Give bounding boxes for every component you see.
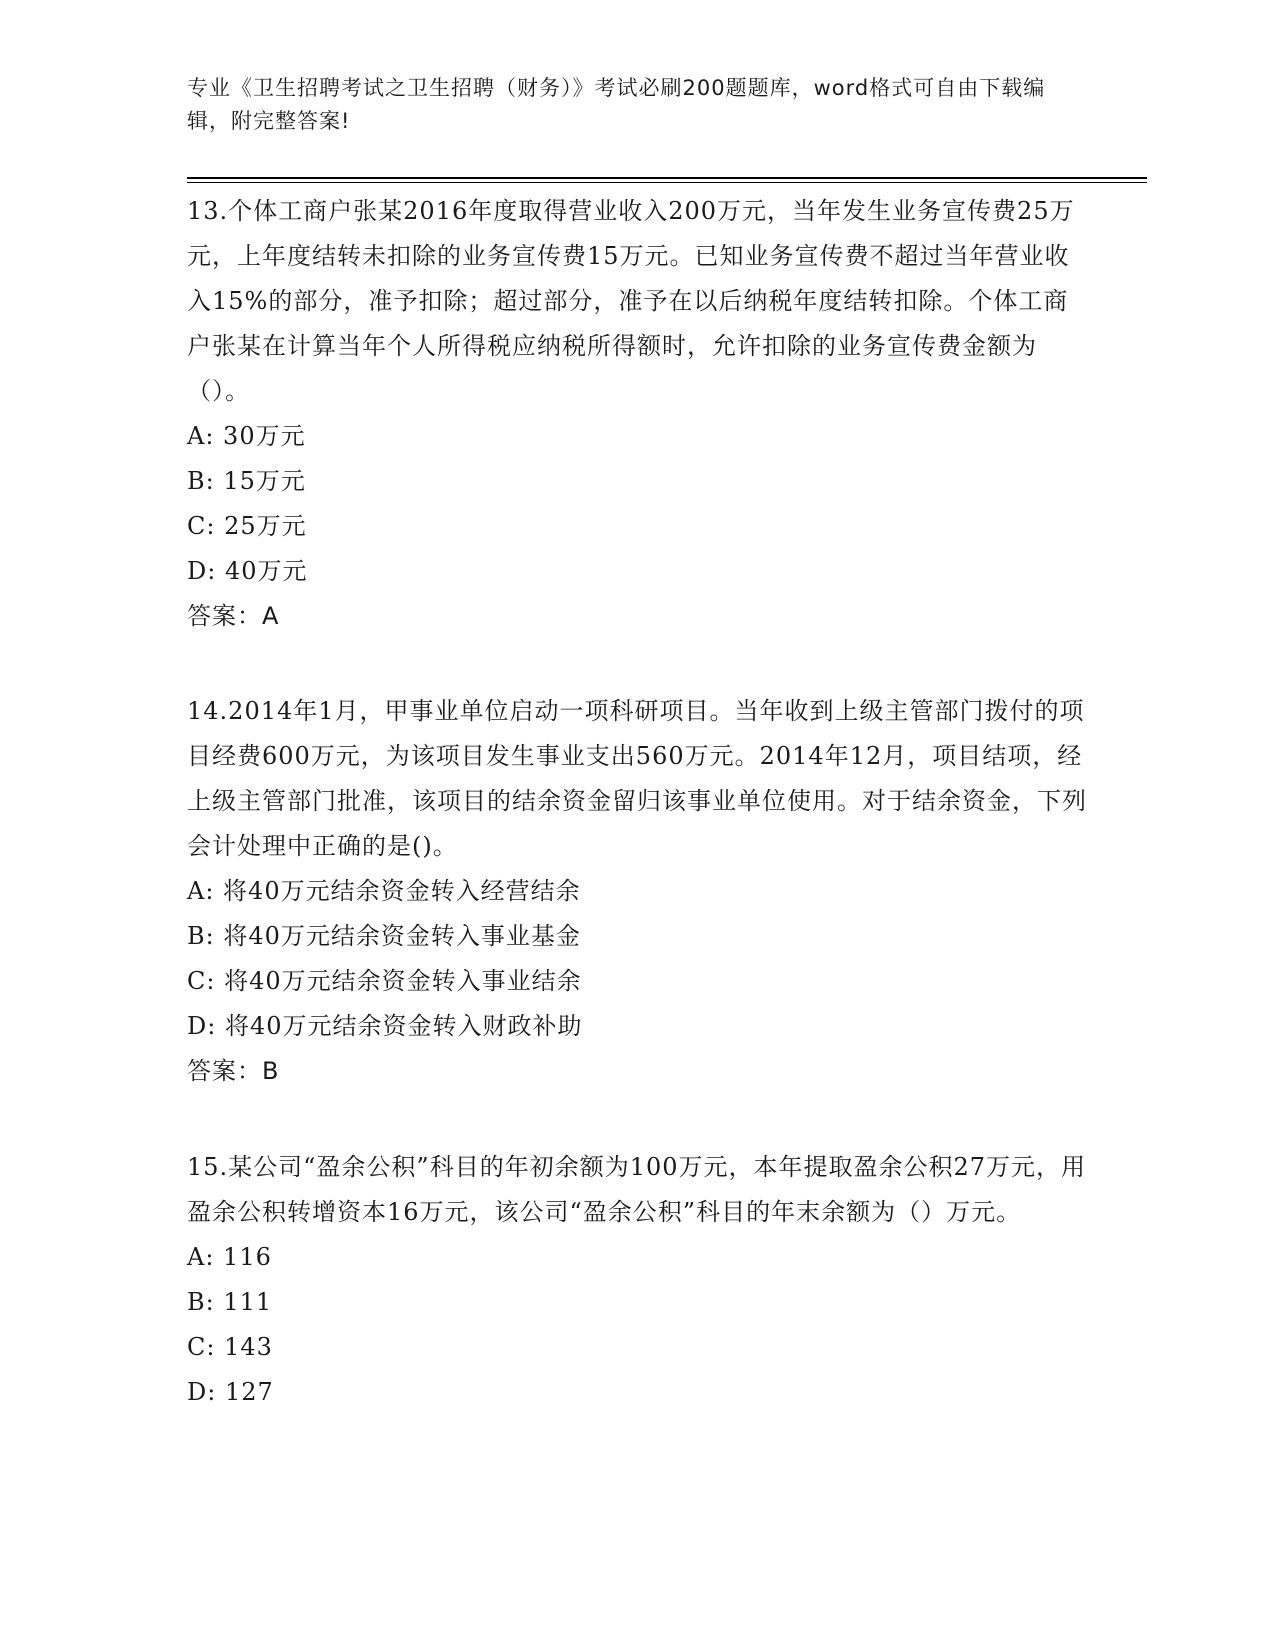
answer: 答案：B: [187, 1057, 280, 1085]
option-c: C: 143: [187, 1333, 273, 1361]
header-rule-thin: [187, 182, 1147, 183]
answer: 答案：A: [187, 602, 280, 630]
question-15: [187, 1145, 1087, 1415]
header-rule: [187, 177, 1147, 179]
option-a: A: 将40万元结余资金转入经营结余: [187, 877, 581, 905]
option-d: D: 将40万元结余资金转入财政补助: [187, 1012, 583, 1040]
option-d: D: 40万元: [187, 557, 308, 585]
option-b: B: 将40万元结余资金转入事业基金: [187, 922, 581, 950]
option-b: B: 111: [187, 1288, 273, 1316]
question-14: [187, 689, 1087, 1094]
document-header: 专业《卫生招聘考试之卫生招聘（财务）》考试必刷200题题库，word格式可自由下载编辑，附完整答案!: [187, 76, 1046, 133]
option-a: A: 30万元: [187, 422, 306, 450]
option-b: B: 15万元: [187, 467, 306, 495]
question-stem: 14.2014年1月，甲事业单位启动一项科研项目。当年收到上级主管部门拨付的项目经费600万元，为该项目发生事业支出560万元。2014年12月，项目结项，经上级主管部门批准，该项目的结余资金留归该事业单位使用。对于结余资金，下列会计处理中正确的是()。: [187, 697, 1087, 860]
question-13: [187, 189, 1087, 639]
option-c: C: 将40万元结余资金转入事业结余: [187, 967, 582, 995]
option-c: C: 25万元: [187, 512, 307, 540]
question-stem: 13.个体工商户张某2016年度取得营业收入200万元，当年发生业务宣传费25万元，上年度结转未扣除的业务宣传费15万元。已知业务宣传费不超过当年营业收入15%的部分，准予扣除；超过部分，准予在以后纳税年度结转扣除。个体工商户张某在计算当年个人所得税应纳税所得额时，允许扣除的业务宣传费金额为（）。: [187, 197, 1075, 405]
option-a: A: 116: [187, 1243, 272, 1271]
question-stem: 15.某公司“盈余公积”科目的年初余额为100万元，本年提取盈余公积27万元，用盈余公积转增资本16万元，该公司“盈余公积”科目的年末余额为（）万元。: [187, 1153, 1087, 1226]
option-d: D: 127: [187, 1378, 274, 1406]
